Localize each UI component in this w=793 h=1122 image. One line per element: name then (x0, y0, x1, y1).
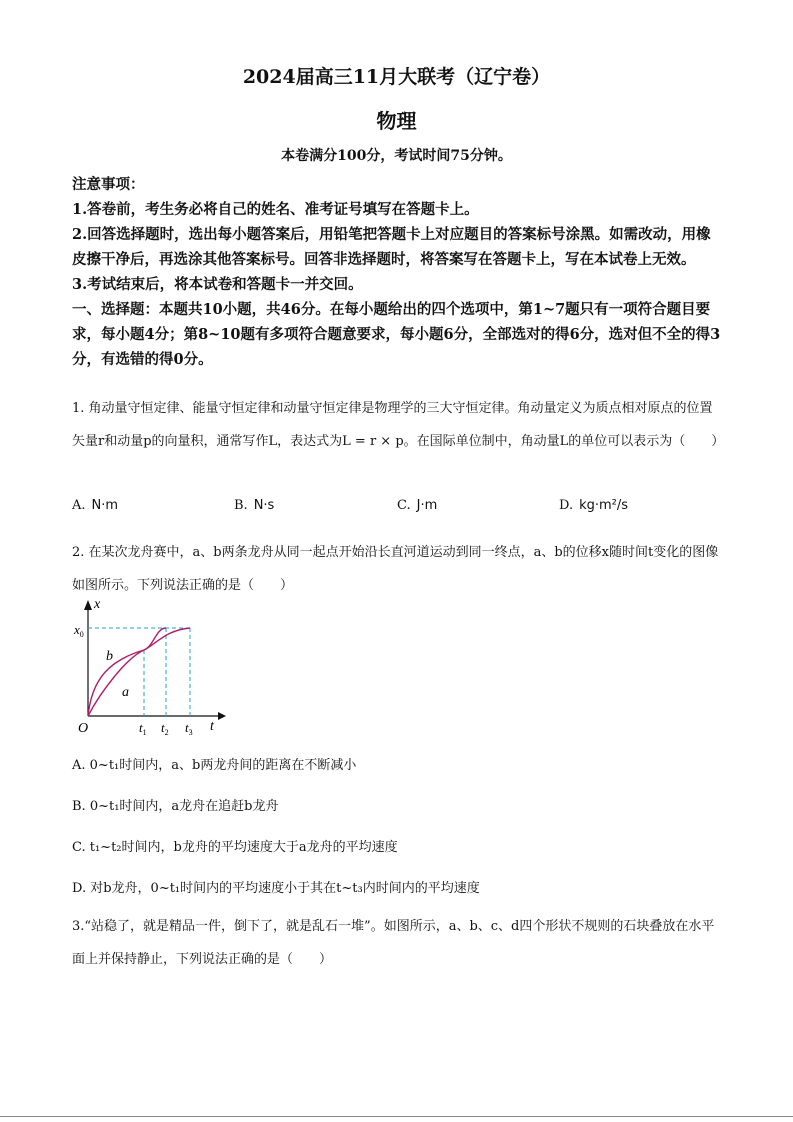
option-value: J·m (416, 498, 438, 513)
note-item: 1.答卷前，考生务必将自己的姓名、准考证号填写在答题卡上。 (72, 201, 479, 218)
question-2-option-a: A. 0~t₁时间内，a、b两龙舟间的距离在不断减小 (72, 758, 357, 773)
origin-label: O (78, 721, 89, 736)
xt-graph (70, 598, 230, 738)
question-2-option-c: C. t₁~t₂时间内，b龙舟的平均速度大于a龙舟的平均速度 (72, 840, 398, 855)
x0-label: $x_0$ (74, 622, 84, 639)
question-3-text: 3.“站稳了，就是精品一件，倒下了，就是乱石一堆”。如图所示，a、b、c、d四个形状不规则的石块叠放在水平面上并保持静止，下列说法正确的是（ ） (72, 919, 715, 967)
notes-block (72, 172, 722, 372)
exam-meta: 本卷满分100分，考试时间75分钟。 (281, 148, 512, 164)
curve-b (88, 628, 166, 716)
option-label: B. (234, 498, 248, 513)
option-label: D. (559, 498, 574, 513)
option-c (397, 498, 437, 513)
t-axis-arrow (218, 712, 226, 720)
x-axis-label: x (94, 598, 101, 612)
note-item: 3.考试结束后，将本试卷和答题卡一并交回。 (72, 276, 363, 293)
curve-a-label: a (122, 685, 129, 700)
option-d (559, 498, 628, 513)
page-title: 2024届高三11月大联考（辽宁卷） (242, 66, 551, 88)
page-bottom-rule (0, 1116, 793, 1117)
option-value: kg·m²/s (579, 498, 629, 513)
x-axis-arrow (84, 600, 92, 610)
notes-heading: 注意事项： (72, 176, 145, 193)
question-2 (72, 536, 722, 602)
t3-label: $t_3$ (185, 720, 193, 737)
option-label: A. (72, 498, 86, 513)
question-3 (72, 910, 722, 976)
t1-label: $t_1$ (139, 720, 147, 737)
question-1-text: 1. 角动量守恒定律、能量守恒定律和动量守恒定律是物理学的三大守恒定律。角动量定义为质点相对原点的位置矢量r和动量p的向量积，通常写作L，表达式为L = r × p。在国际单位制中，角动量L的单位可以表示为（ ） (72, 401, 725, 449)
option-label: C. (397, 498, 411, 513)
question-2-text: 2. 在某次龙舟赛中，a、b两条龙舟从同一起点开始沿长直河道运动到同一终点，a、b的位移x随时间t变化的图像如图所示。下列说法正确的是（ ） (72, 545, 719, 593)
option-value: N·s (253, 498, 275, 513)
t2-label: $t_2$ (161, 720, 169, 737)
subject-title: 物理 (376, 109, 417, 133)
note-item: 2.回答选择题时，选出每小题答案后，用铅笔把答题卡上对应题目的答案标号涂黑。如需改动，用橡皮擦干净后，再选涂其他答案标号。回答非选择题时，将答案写在答题卡上，写在本试卷上无效。 (72, 226, 711, 268)
option-value: N·m (91, 498, 119, 513)
question-2-option-d: D. 对b龙舟，0~t₁时间内的平均速度小于其在t~t₃内时间内的平均速度 (72, 881, 480, 896)
section-heading: 一、选择题：本题共10小题，共46分。在每小题给出的四个选项中，第1~7题只有一项符合题目要求，每小题4分；第8~10题有多项符合题意要求，每小题6分，全部选对的得6分，选对但不全的得3分，有选错的得0分。 (72, 301, 721, 368)
t-axis-label: t (210, 719, 214, 734)
curve-b-label: b (106, 649, 113, 664)
option-b (234, 498, 274, 513)
curve-a (88, 628, 190, 716)
question-1 (72, 392, 725, 458)
question-2-option-b: B. 0~t₁时间内，a龙舟在追赶b龙舟 (72, 799, 279, 814)
option-a (72, 498, 118, 513)
